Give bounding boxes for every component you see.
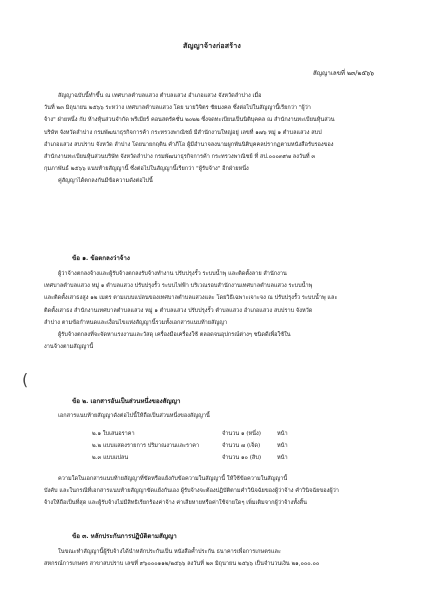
section-1-heading: ข้อ ๑. ข้อตกลงว่าจ้าง <box>72 255 130 262</box>
preamble-line: กุมภาพันธ์ ๒๕๖๖ แนบท้ายสัญญานี้ ซึ่งต่อไปในสัญญานี้เรียกว่า "ผู้รับจ้าง" อีกฝ่ายหนึ่ง <box>44 166 249 173</box>
section-3-heading: ข้อ ๓. หลักประกันการปฏิบัติตามสัญญา <box>72 533 177 540</box>
section-line: จ้างให้ถือเป็นที่สุด และผู้รับจ้างไม่มีสิทธิเรียกร้องค่าจ้าง ค่าเสียหายหรือค่าใช้จ่ายใดๆ เพิ่มเติมจากผู้ว่าจ้างทั้งสิ้น <box>44 500 307 507</box>
section-line: เทศบาลตำบลแสวง หมู่ ๑ ตำบลแสวง ปรับปรุงรั้ว ระบบไฟฟ้า บริเวณรอบสำนักงานเทศบาลตำบลแสวง ระบบน้ำพุ <box>44 283 313 290</box>
attachment-item <box>92 428 362 440</box>
section-line: บังคับ และในกรณีที่เอกสารแนบท้ายสัญญาขัดแย้งกันเอง ผู้รับจ้างจะต้องปฏิบัติตามคำวินิจฉัยของผู้ว่าจ้าง คำวินิจฉัยของผู้ว่า <box>44 488 339 495</box>
attachment-count: จำนวน ๑ (หนึ่ง) <box>222 431 261 437</box>
preamble-line: สำนักงานทะเบียนหุ้นส่วนบริษัท จังหวัดลำปาง กรมพัฒนาธุรกิจการค้า กระทรวงพาณิชย์ ที่ สป.๐๐๐๓๙๗ ลงวันที่ ๓ <box>44 154 316 161</box>
preamble-line: สัญญาฉบับนี้ทำขึ้น ณ เทศบาลตำบลแสวง ตำบลแสวง อำเภอแสวง จังหวัดลำปาง เมื่อ <box>58 93 262 99</box>
section-2-heading: ข้อ ๒. เอกสารอันเป็นส่วนหนึ่งของสัญญา <box>72 398 181 405</box>
section-line: ในขณะทำสัญญานี้ผู้รับจ้างได้นำหลักประกันเป็น หนังสือค้ำประกัน ธนาคารเพื่อการเกษตรและ <box>58 549 281 555</box>
attachment-unit: หน้า <box>277 431 288 437</box>
section-line: สหกรณ์การเกษตร สาขาสบปราบ เลขที่ ๙๖๐๐๐๑๑๒/๒๕๖๖ ลงวันที่ ๒๓ มิถุนายน ๒๕๖๖ เป็นจำนวนเงิน ๒๑,๐๐๐.๐๐ <box>44 561 320 568</box>
attachment-count: จำนวน ๗ (เจ็ด) <box>222 443 261 450</box>
preamble-line: อำเภอแสวง สบปราบ จังหวัด ลำปาง โดยนายกฤติน คำภีโอ ผู้มีอำนาจลงนามผูกพันนิติบุคคลปรากฏตามหนังสือรับรองของ <box>44 141 334 148</box>
preamble-line: บริษัท จังหวัดลำปาง กรมพัฒนาธุรกิจการค้า กระทรวงพาณิชย์ มีสำนักงานใหญ่อยู่ เลขที่ ๑๗๖ หมู่ ๑ ตำบลแสวง สบป <box>44 129 322 136</box>
section-line: งานจ้างตามสัญญานี้ <box>44 344 94 351</box>
attachment-item <box>92 452 362 464</box>
contract-number: สัญญาเลขที่ ๒๓/๒๕๖๖ <box>313 70 374 77</box>
attachment-count: จำนวน ๑๐ (สิบ) <box>222 455 262 462</box>
section-line: และติดตั้งเสาธงสูง ๑๒ เมตร ตามแบบแปลนของเทศบาลตำบลแสวงและ โดยวิธีเฉพาะเจาะจง ณ ปรับปรุงรั้ว ระบบน้ำพุ และ <box>44 295 338 302</box>
section-2-body <box>44 473 377 510</box>
section-line: ผู้ว่าจ้างตกลงจ้างและผู้รับจ้างตกลงรับจ้างทำงาน ปรับปรุงรั้ว ระบบน้ำพุ และติดตั้งลาย สำนักงาน <box>58 271 287 277</box>
document-title: สัญญาจ้างก่อสร้าง <box>182 41 241 50</box>
attachment-name: ๒.๑ ใบเสนอราคา <box>92 431 135 437</box>
attachment-list <box>92 428 362 465</box>
preamble <box>44 90 377 188</box>
preamble-line: คู่สัญญาได้ตกลงกันมีข้อความดังต่อไปนี้ <box>58 178 153 185</box>
section-1-body <box>44 268 377 353</box>
section-line: เอกสารแนบท้ายสัญญาดังต่อไปนี้ให้ถือเป็นส่วนหนึ่งของสัญญานี้ <box>58 413 210 419</box>
attachment-item <box>92 440 362 452</box>
section-line: ผู้รับจ้างตกลงที่จะจัดหาแรงงานและวัสดุ เครื่องมือเครื่องใช้ ตลอดจนอุปกรณ์ต่างๆ ชนิดดีเพื่อใช้ใน <box>58 332 291 339</box>
preamble-line: วันที่ ๒๓ มิถุนายน ๒๕๖๖ ระหว่าง เทศบาลตำบลแสวง โดย นายวิจิตร ชัยมงคล ซึ่งต่อไปในสัญญานี้เรียกว่า "ผู้ว่า <box>44 105 311 112</box>
attachment-unit: หน้า <box>277 455 288 462</box>
attachment-name: ๒.๒ แบบแสดงรายการ ปริมาณงานและราคา <box>92 443 200 450</box>
scan-margin-mark: ( <box>22 370 29 389</box>
attachment-name: ๒.๓ แบบแปลน <box>92 455 129 462</box>
section-line: ติดตั้งเสาธง สำนักงานเทศบาลตำบลแสวง หมู่ ๑ ตำบลแสวง ปรับปรุงรั้ว ตำบลแสวง อำเภอแสวง สบปราบ จังหวัด <box>44 307 313 314</box>
preamble-line: จ้าง" ฝ่ายหนึ่ง กับ ห้างหุ้นส่วนจำกัด พรีเมียร์ คอนสตรัคชั่น ๒๐๒๒ ซึ่งจดทะเบียนเป็นนิติบุคคล ณ สำนักงานทะเบียนหุ้นส่วน <box>44 117 335 124</box>
section-line: ความใดในเอกสารแนบท้ายสัญญาที่ขัดหรือแย้งกับข้อความในสัญญานี้ ให้ใช้ข้อความในสัญญานี้ <box>58 476 288 482</box>
section-2-intro <box>44 410 377 422</box>
section-line: ลำปาง ตามข้อกำหนดและเงื่อนไขแห่งสัญญานี้รวมทั้งเอกสารแนบท้ายสัญญา <box>44 319 228 326</box>
section-3-body <box>44 546 377 570</box>
attachment-unit: หน้า <box>277 443 288 450</box>
